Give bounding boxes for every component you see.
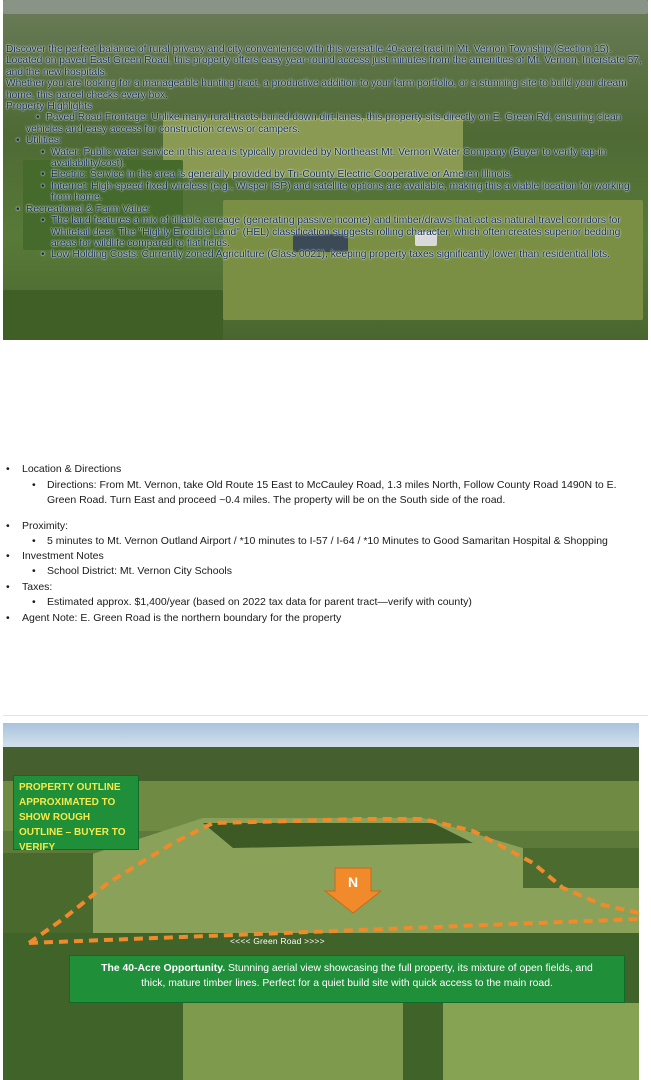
north-label: N (347, 874, 359, 890)
list-item: • Electric: Service in the area is generally provided by Tri-County Electric Cooperative or Ameren Illinois. (6, 169, 646, 180)
highlights-heading: Property Highlights (6, 101, 93, 113)
list-item: • Directions: From Mt. Vernon, take Old Route 15 East to McCauley Road, 1.3 miles North, Follow County Road 1490N to E. Green Road. Turn East and proceed ~0.4 miles. The property will be on the South side of the road. (3, 478, 643, 508)
sky-band (3, 0, 648, 14)
caption-title: The 40-Acre Opportunity. (101, 963, 226, 974)
tree-patch (3, 290, 223, 340)
photo-caption (69, 955, 625, 1003)
aerial-photo-with-outline (3, 723, 639, 1080)
list-item: • Low Holding Costs: Currently zoned Agriculture (Class 0021), keeping property taxes significantly lower than residential lots. (6, 249, 646, 260)
highlights-list (6, 112, 646, 260)
list-item: • Paved Road Frontage: Unlike many rural tracts buried down dirt lanes, this property sits directly on E. Green Rd, ensuring clean vehicles and easy access for construction crews or campers. (6, 112, 646, 135)
list-item: • Location & Directions (3, 462, 643, 478)
list-item: • Taxes: (3, 580, 643, 596)
aerial-photo-with-description (3, 0, 648, 340)
list-item: • Agent Note: E. Green Road is the northern boundary for the property (3, 611, 643, 627)
timber-strip (3, 853, 93, 933)
list-item: • 5 minutes to Mt. Vernon Outland Airport / *10 minutes to I-57 / I-64 / *10 Minutes to Good Samaritan Hospital & Shopping (3, 534, 643, 549)
near-field (183, 1003, 403, 1080)
details-document (3, 343, 648, 716)
list-item: • Investment Notes (3, 549, 643, 565)
list-item: • Water: Public water service in this area is typically provided by Northeast Mt. Vernon Water Company (Buyer to verify tap-in availability/cost). (6, 147, 646, 170)
list-item: • Recreational & Farm Value: (6, 204, 646, 215)
list-item: • School District: Mt. Vernon City Schools (3, 564, 643, 580)
near-field (443, 1003, 639, 1080)
intro-paragraph: Whether you are looking for a manageable hunting tract, a productive addition to your farm portfolio, or a stunning site to build your dream home, this parcel checks every box. (6, 78, 627, 101)
list-item: • Utilities: (6, 135, 646, 146)
list-item: • Estimated approx. $1,400/year (based on 2022 tax data for parent tract—verify with county) (3, 595, 643, 611)
intro-paragraph: Discover the perfect balance of rural privacy and city convenience with this versatile 40-acre tract in Mt. Vernon Township (Section 15). Located on paved East Green Road, this property offers easy year-round access just minutes from the amenities of Mt. Vernon, Interstate 57, and the new hospitals. (6, 44, 642, 78)
sky (3, 723, 639, 749)
property-description (6, 44, 646, 261)
list-item: • Proximity: (3, 519, 643, 535)
outline-disclaimer-label: PROPERTY OUTLINE APPROXIMATED TO SHOW ROUGH OUTLINE – BUYER TO VERIFY (13, 775, 139, 850)
details-list (3, 462, 643, 626)
road-label: <<<< Green Road >>>> (230, 936, 325, 946)
spacer (3, 508, 643, 519)
list-item: • Internet: High-speed fixed wireless (e.g., Wisper ISP) and satellite options are available, making this a viable location for working from home. (6, 181, 646, 204)
list-item: • The land features a mix of tillable acreage (generating passive income) and timber/draws that act as natural travel corridors for Whitetail deer. The "Highly Erodible Land" (HEL) classification suggests rolling character, which often creates superior bedding areas for wildlife compared to flat fields. (6, 215, 646, 249)
caption-text: Stunning aerial view showcasing the full property, its mixture of open fields, and thick, mature timber lines. Perfect for a quiet build site with quick access to the main road. (141, 963, 593, 989)
